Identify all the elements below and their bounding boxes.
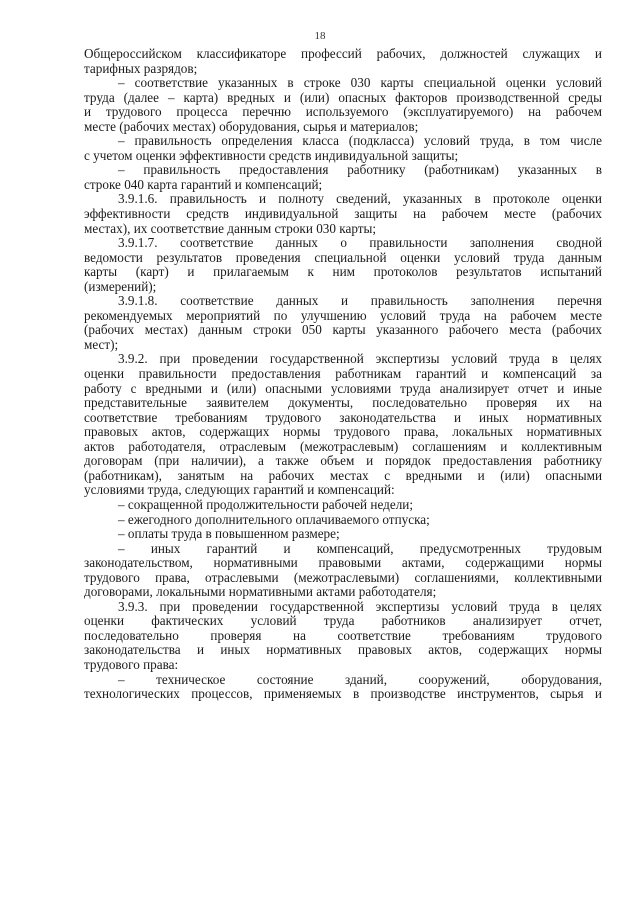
- text-line: – оплаты труда в повышенном размере;: [118, 527, 340, 542]
- text-line: Общероссийском классификаторе профессий рабочих, должностей служащих и: [84, 47, 602, 61]
- text-line: труда (далее – карта) вредных и (или) опасных факторов производственной среды: [84, 90, 602, 105]
- text-line: местах), их соответствие данным строки 030 карты;: [84, 221, 377, 236]
- text-line: технологических процессов, применяемых в производстве инструментов, сырья и: [84, 687, 602, 702]
- text-line: месте (рабочих местах) оборудования, сырья и материалов;: [84, 119, 419, 134]
- text-line: законодательством, нормативными правовыми актами, содержащими нормы: [84, 556, 602, 571]
- text-line: договорам (при наличии), а также объем и порядок предоставления работнику: [84, 454, 602, 469]
- text-line: актов работодателя, отраслевым (межотраслевым) соглашениям и коллективным: [84, 439, 602, 454]
- text-line: тарифных разрядов;: [84, 61, 198, 76]
- text-line: – правильность предоставления работнику (работникам) указанных в: [118, 163, 602, 178]
- text-line: трудового права:: [84, 657, 179, 672]
- text-line: последовательно проверяя на соответствие требованиям трудового: [84, 628, 602, 643]
- text-line: эффективности средств индивидуальной защиты на рабочем месте (рабочих: [84, 207, 602, 222]
- text-line: – правильность определения класса (подкласса) условий труда, в том числе: [118, 134, 602, 149]
- text-line: рекомендуемых мероприятий по улучшению условий труда на рабочем месте: [84, 308, 602, 323]
- text-line: оценки правильности предоставления работникам гарантий и компенсаций за: [84, 367, 602, 382]
- text-line: строке 040 карта гарантий и компенсаций;: [84, 177, 323, 192]
- text-line: ведомости результатов проведения специальной оценки условий труда данным: [84, 250, 602, 265]
- text-line: – соответствие указанных в строке 030 карты специальной оценки условий: [118, 76, 602, 91]
- text-line: – ежегодного дополнительного оплачиваемого отпуска;: [118, 512, 430, 527]
- text-line: законодательства и иных нормативных правовых актов, содержащих нормы: [84, 643, 602, 658]
- text-line: работу с вредными и (или) опасными условиями труда анализирует отчет и иные: [84, 381, 602, 396]
- text-line: (работникам), занятым на рабочих местах с вредными и (или) опасными: [84, 468, 602, 483]
- text-line: (измерений);: [84, 279, 157, 294]
- text-line: 3.9.1.7. соответствие данных о правильности заполнения сводной: [118, 236, 602, 251]
- text-line: и трудового процесса перечню используемого (эксплуатируемого) на рабочем: [84, 105, 602, 120]
- text-line: (рабочих местах) данным строки 050 карты указанного рабочего места (рабочих: [84, 323, 602, 338]
- text-line: – сокращенной продолжительности рабочей недели;: [118, 497, 414, 512]
- text-line: – техническое состояние зданий, сооружений, оборудования,: [118, 672, 602, 687]
- text-line: трудового права, отраслевыми (межотраслевыми) соглашениями, коллективными: [84, 570, 602, 585]
- page-number: 18: [314, 30, 326, 42]
- text-line: договорами, локальными нормативными актами работодателя;: [84, 585, 437, 600]
- document-body: [84, 47, 602, 702]
- text-line: – иных гарантий и компенсаций, предусмотренных трудовым: [118, 541, 602, 556]
- text-line: представительные заявителем документы, последовательно проверяя их на: [84, 396, 602, 411]
- text-line: с учетом оценки эффективности средств индивидуальной защиты;: [84, 148, 459, 163]
- text-line: карты (карт) и прилагаемым к ним протоколов результатов испытаний: [84, 265, 602, 280]
- text-line: условиями труда, следующих гарантий и компенсаций:: [84, 483, 395, 498]
- text-line: правовых актов, содержащих нормы трудового права, локальных нормативных: [84, 425, 602, 440]
- text-line: мест);: [84, 337, 119, 352]
- text-line: 3.9.3. при проведении государственной экспертизы условий труда в целях: [118, 599, 602, 614]
- text-line: оценки фактических условий труда работников анализирует отчет,: [84, 614, 602, 629]
- text-line: 3.9.2. при проведении государственной экспертизы условий труда в целях: [118, 352, 602, 367]
- text-line: 3.9.1.6. правильность и полноту сведений, указанных в протоколе оценки: [118, 192, 602, 207]
- text-line: 3.9.1.8. соответствие данных и правильность заполнения перечня: [118, 294, 602, 309]
- text-line: соответствие требованиям трудового законодательства и иных нормативных: [84, 410, 602, 425]
